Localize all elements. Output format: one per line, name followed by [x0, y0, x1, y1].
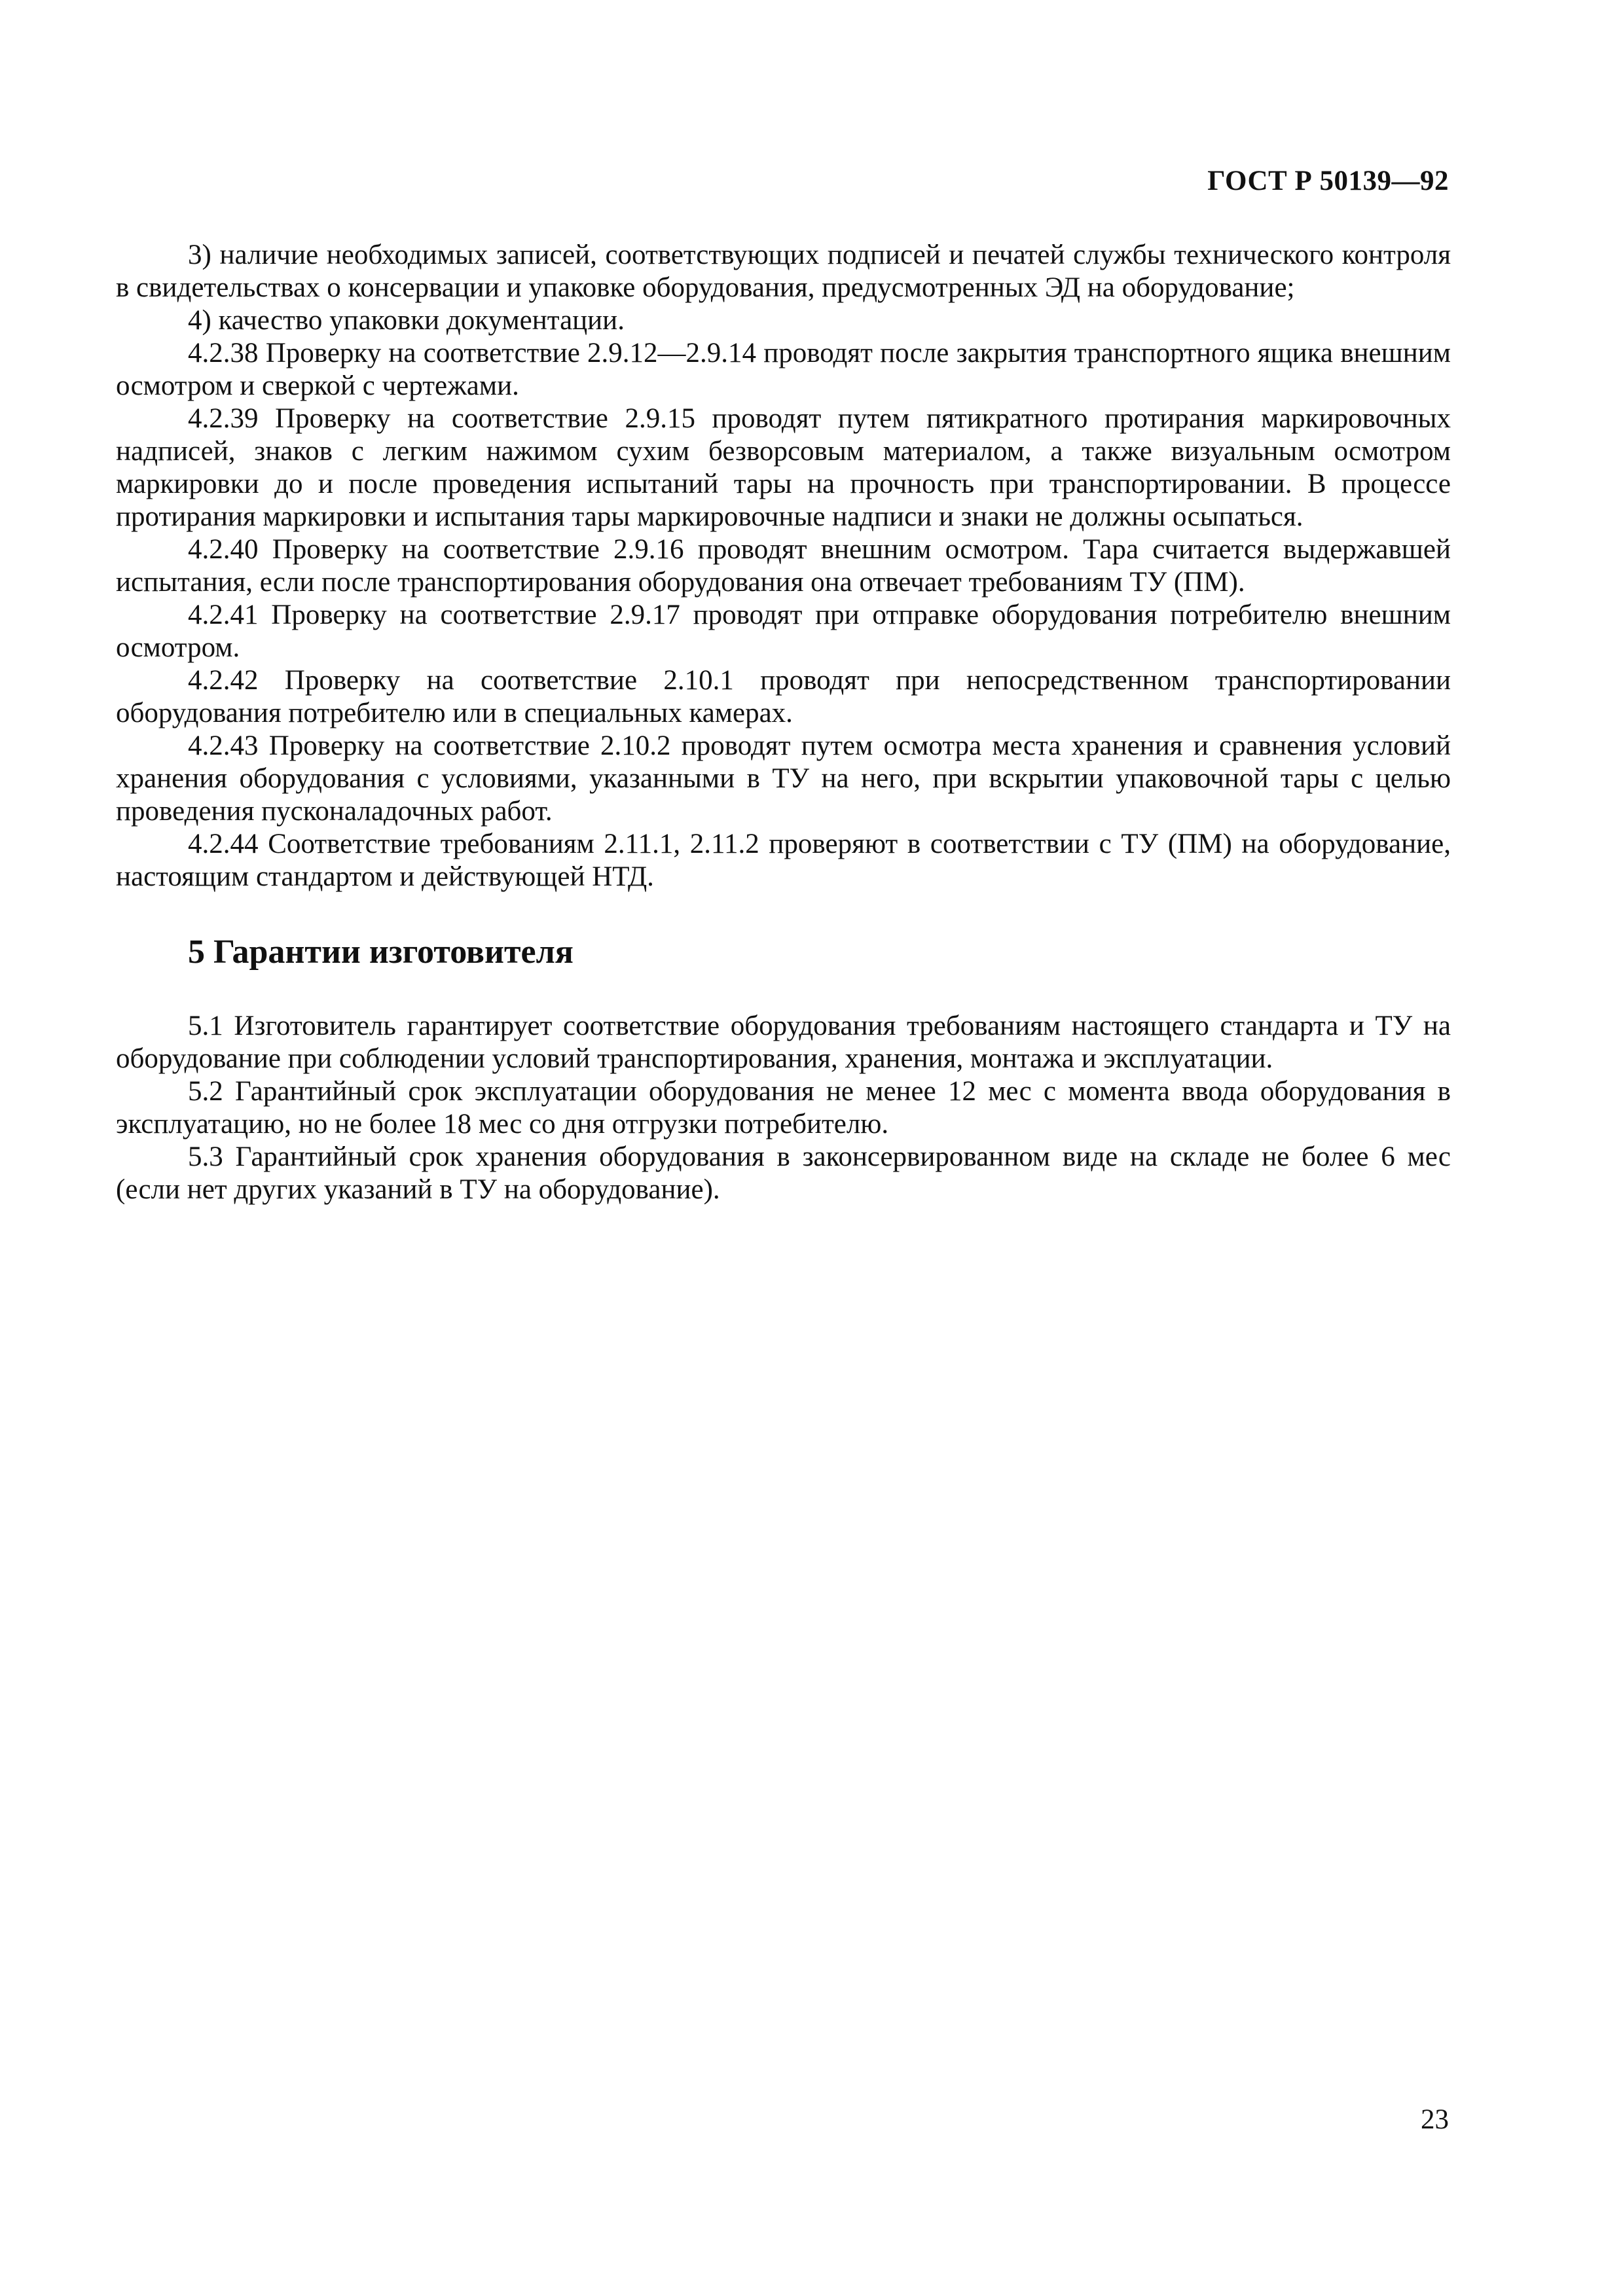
section-heading-5: 5 Гарантии изготовителя [188, 933, 574, 971]
paragraph-4-2-38: 4.2.38 Проверку на соответствие 2.9.12—2.9.14 проводят после закрытия транспортного ящика внешним осмотром и сверкой с чертежами. [116, 338, 1451, 401]
page-body [116, 239, 1451, 1206]
paragraph-4-2-41: 4.2.41 Проверку на соответствие 2.9.17 проводят при отправке оборудования потребителю внешним осмотром. [116, 600, 1451, 663]
paragraph-5-2: 5.2 Гарантийный срок эксплуатации оборудования не менее 12 мес с момента ввода оборудования в эксплуатацию, но не более 18 мес со дня отгрузки потребителю. [116, 1076, 1451, 1139]
paragraph-5-3: 5.3 Гарантийный срок хранения оборудования в законсервированном виде на складе не более 6 мес (если нет других указаний в ТУ на оборудование). [116, 1141, 1451, 1205]
paragraph-4-2-44: 4.2.44 Соответствие требованиям 2.11.1, 2.11.2 проверяют в соответствии с ТУ (ПМ) на оборудование, настоящим стандартом и действующей НТД. [116, 829, 1451, 892]
paragraph-4-2-39: 4.2.39 Проверку на соответствие 2.9.15 проводят путем пятикратного протирания маркировочных надписей, знаков с легким нажимом сухим безворсовым материалом, а также визуальным осмотром маркировки до и после проведения испытаний тары на прочность при транспортировании. В процессе протирания маркировки и испытания тары маркировочные надписи и знаки не должны осыпаться. [116, 403, 1451, 532]
page-number: 23 [1421, 2104, 1449, 2135]
document-code: ГОСТ Р 50139—92 [1207, 166, 1449, 196]
paragraph-4-2-40: 4.2.40 Проверку на соответствие 2.9.16 проводят внешним осмотром. Тара считается выдержавшей испытания, если после транспортирования оборудования она отвечает требованиям ТУ (ПМ). [116, 534, 1451, 598]
paragraph-4-2-43: 4.2.43 Проверку на соответствие 2.10.2 проводят путем осмотра места хранения и сравнения условий хранения оборудования с условиями, указанными в ТУ на него, при вскрытии упаковочной тары с целью проведения пусконаладочных работ. [116, 730, 1451, 827]
paragraph-item-4: 4) качество упаковки документации. [188, 305, 625, 336]
paragraph-5-1: 5.1 Изготовитель гарантирует соответствие оборудования требованиям настоящего стандарта и ТУ на оборудование при соблюдении условий транспортирования, хранения, монтажа и эксплуатации. [116, 1011, 1451, 1074]
paragraph-item-3: 3) наличие необходимых записей, соответствующих подписей и печатей службы технического контроля в свидетельствах о консервации и упаковке оборудования, предусмотренных ЭД на оборудование; [116, 240, 1451, 303]
paragraph-4-2-42: 4.2.42 Проверку на соответствие 2.10.1 проводят при непосредственном транспортировании оборудования потребителю или в специальных камерах. [116, 665, 1451, 728]
